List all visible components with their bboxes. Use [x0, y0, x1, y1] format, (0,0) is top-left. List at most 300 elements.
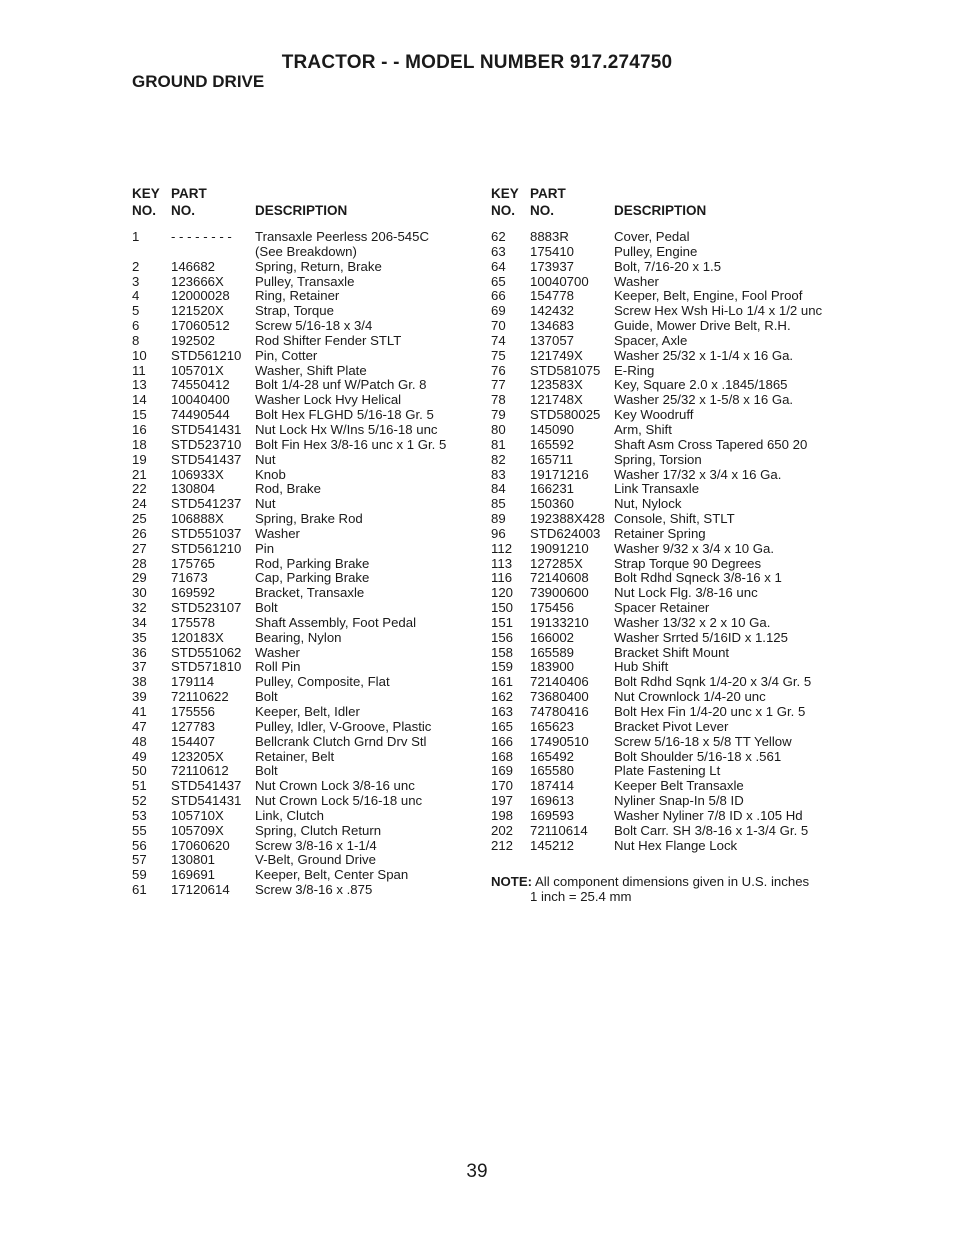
part-description-text: Nut Hex Flange Lock	[614, 837, 738, 853]
parts-row	[132, 334, 472, 349]
key-number: 159	[491, 659, 514, 675]
parts-row	[491, 824, 841, 839]
parts-row	[132, 690, 472, 705]
part-description	[255, 764, 472, 779]
part-description-text: Nut Lock Hx W/Ins 5/16-18 unc	[255, 421, 438, 437]
parts-row	[132, 393, 472, 408]
parts-row	[132, 230, 472, 260]
key-number: 41	[132, 704, 147, 719]
part-description	[614, 304, 841, 319]
parts-rows	[132, 230, 472, 898]
part-description	[614, 275, 841, 290]
part-description	[255, 319, 472, 334]
part-number: 72110612	[171, 763, 229, 779]
page-title: TRACTOR - - MODEL NUMBER 917.274750	[281, 52, 673, 73]
part-description-text: Washer 13/32 x 2 x 10 Ga.	[614, 614, 771, 630]
key-number: 3	[132, 273, 140, 289]
part-description	[255, 839, 472, 854]
part-number: STD541437	[171, 778, 242, 794]
key-number: 116	[491, 570, 513, 586]
part-description-text: Spring, Return, Brake	[255, 258, 382, 274]
part-description	[614, 557, 841, 572]
part-description-text: Keeper Belt Transaxle	[614, 778, 744, 794]
key-number: 170	[491, 778, 514, 794]
part-description	[614, 512, 841, 527]
part-description	[255, 542, 472, 557]
part-description-text: Hub Shift	[614, 659, 669, 675]
part-description	[614, 750, 841, 765]
key-number: 52	[132, 793, 147, 809]
part-description	[614, 616, 841, 631]
key-number: 66	[491, 288, 506, 304]
key-number: 28	[132, 555, 147, 571]
part-number: 166002	[530, 629, 575, 645]
part-description	[614, 289, 841, 304]
part-number: STD551062	[171, 644, 242, 660]
key-number: 61	[132, 882, 147, 898]
key-number: 166	[491, 733, 514, 749]
description-header: DESCRIPTION	[255, 202, 348, 218]
part-description-text: Strap, Torque	[255, 303, 334, 319]
part-number: 169691	[171, 867, 216, 883]
part-number: 74780416	[530, 704, 589, 719]
part-description	[614, 423, 841, 438]
part-description-text: Pulley, Engine	[614, 243, 698, 259]
part-description	[614, 646, 841, 661]
key-number: 63	[491, 243, 506, 259]
part-description	[255, 735, 472, 750]
key-number: 197	[491, 793, 514, 809]
key-number: 163	[491, 704, 514, 719]
part-description-text: Nut Lock Flg. 3/8-16 unc	[614, 585, 758, 601]
part-header: PART	[530, 186, 566, 201]
part-number: 73680400	[530, 689, 589, 705]
part-number: 105710X	[171, 807, 224, 823]
key-number: 39	[132, 689, 147, 705]
part-description-text: Cover, Pedal	[614, 229, 690, 244]
parts-row	[491, 720, 841, 735]
key-number: 165	[491, 718, 514, 734]
part-description	[255, 868, 472, 883]
parts-row	[491, 839, 841, 854]
part-number: 175556	[171, 704, 216, 719]
part-number: 123666X	[171, 273, 224, 289]
key-number: 50	[132, 763, 147, 779]
part-number: 19171216	[530, 466, 589, 482]
part-description	[614, 705, 841, 720]
parts-row	[132, 883, 472, 898]
parts-row	[491, 438, 841, 453]
part-number: 72110614	[530, 822, 588, 838]
key-number: 84	[491, 481, 506, 497]
parts-row	[132, 364, 472, 379]
part-number: STD523107	[171, 600, 242, 616]
parts-row	[491, 764, 841, 779]
part-description	[614, 824, 841, 839]
part-description-text: Washer	[614, 273, 659, 289]
column-header-row	[491, 186, 841, 203]
part-description-text: Arm, Shift	[614, 421, 672, 437]
parts-row	[491, 408, 841, 423]
part-description	[614, 408, 841, 423]
part-description	[614, 735, 841, 750]
part-description	[255, 883, 472, 898]
part-number: 12000028	[171, 288, 230, 304]
part-number: 145212	[530, 837, 575, 853]
part-description	[614, 809, 841, 824]
part-description-text: Cap, Parking Brake	[255, 570, 370, 586]
part-description-text: Bolt, 7/16-20 x 1.5	[614, 258, 722, 274]
parts-row	[491, 705, 841, 720]
part-description	[255, 616, 472, 631]
key-number: 29	[132, 570, 147, 586]
key-header: KEY	[132, 186, 160, 201]
parts-row	[491, 631, 841, 646]
part-description-text: Strap Torque 90 Degrees	[614, 555, 762, 571]
part-number: 17060620	[171, 837, 230, 853]
key-number: 64	[491, 258, 506, 274]
parts-row	[491, 319, 841, 334]
part-description-text: Bracket Shift Mount	[614, 644, 730, 660]
key-number: 59	[132, 867, 147, 883]
part-description-text: Shaft Asm Cross Tapered 650 20	[614, 436, 808, 452]
part-description-text: Screw 3/8-16 x .875	[255, 882, 373, 898]
part-description-text: Pulley, Transaxle	[255, 273, 355, 289]
parts-row	[491, 779, 841, 794]
part-description	[614, 245, 841, 260]
column-header-row	[132, 203, 472, 220]
part-number: 169613	[530, 793, 575, 809]
key-number: 198	[491, 807, 514, 823]
part-number: 165623	[530, 718, 575, 734]
part-number: 130804	[171, 481, 216, 497]
part-description-text: Bolt Shoulder 5/16-18 x .561	[614, 748, 782, 764]
part-description	[614, 497, 841, 512]
part-description	[255, 794, 472, 809]
key-no-header: NO.	[132, 202, 157, 218]
parts-row	[132, 468, 472, 483]
part-description	[255, 364, 472, 379]
part-description-text: Key Woodruff	[614, 407, 694, 423]
parts-row	[491, 601, 841, 616]
part-description	[255, 853, 472, 868]
part-description-text: Bolt	[255, 689, 278, 705]
part-description-text: Bolt Rdhd Sqneck 3/8-16 x 1	[614, 570, 782, 586]
part-description-text: Bolt Hex Fin 1/4-20 unc x 1 Gr. 5	[614, 704, 806, 719]
parts-row	[491, 304, 841, 319]
key-number: 47	[132, 718, 147, 734]
part-number: 142432	[530, 303, 575, 319]
part-description-text: Bolt Hex FLGHD 5/16-18 Gr. 5	[255, 407, 434, 423]
part-description-text: Bracket Pivot Lever	[614, 718, 729, 734]
parts-row	[132, 779, 472, 794]
parts-row	[132, 349, 472, 364]
parts-row	[132, 764, 472, 779]
parts-row	[491, 230, 841, 245]
parts-row	[491, 423, 841, 438]
part-description	[255, 646, 472, 661]
part-description-text: Bolt Fin Hex 3/8-16 unc x 1 Gr. 5	[255, 436, 447, 452]
key-number: 1	[132, 229, 140, 244]
parts-row	[491, 453, 841, 468]
part-description	[614, 586, 841, 601]
key-number: 4	[132, 288, 140, 304]
parts-row	[491, 289, 841, 304]
key-number: 113	[491, 555, 513, 571]
part-number: 165580	[530, 763, 575, 779]
part-number: 146682	[171, 258, 216, 274]
part-description	[255, 571, 472, 586]
parts-row	[132, 794, 472, 809]
part-description-text: Washer Lock Hvy Helical	[255, 392, 402, 408]
part-number: 123205X	[171, 748, 224, 764]
part-description-text: Nut, Nylock	[614, 496, 682, 512]
part-description-text: Bracket, Transaxle	[255, 585, 365, 601]
part-description	[614, 349, 841, 364]
part-number: 192502	[171, 332, 216, 348]
part-description	[614, 675, 841, 690]
parts-row	[132, 453, 472, 468]
part-description-text: Washer, Shift Plate	[255, 362, 367, 378]
key-number: 162	[491, 689, 514, 705]
parts-row	[132, 482, 472, 497]
parts-row	[491, 542, 841, 557]
part-description	[614, 482, 841, 497]
part-number: 179114	[171, 674, 215, 690]
parts-row	[132, 646, 472, 661]
part-description	[255, 482, 472, 497]
part-description	[255, 453, 472, 468]
part-description	[614, 527, 841, 542]
part-description-text: Spring, Clutch Return	[255, 822, 382, 838]
part-number: 165492	[530, 748, 575, 764]
section-title: GROUND DRIVE	[132, 72, 265, 91]
part-description-text: Retainer Spring	[614, 525, 706, 541]
part-description	[614, 542, 841, 557]
parts-row	[491, 646, 841, 661]
part-number: 17060512	[171, 318, 230, 334]
part-description-text: Bolt	[255, 763, 278, 779]
parts-row	[132, 735, 472, 750]
part-number: 71673	[171, 570, 208, 586]
key-number: 75	[491, 347, 506, 363]
part-description-text: Washer	[255, 525, 300, 541]
key-number: 25	[132, 511, 147, 527]
part-description	[614, 260, 841, 275]
part-description-text: Bearing, Nylon	[255, 629, 342, 645]
key-number: 21	[132, 466, 147, 482]
parts-row	[132, 260, 472, 275]
key-number: 168	[491, 748, 514, 764]
part-number: 10040700	[530, 273, 589, 289]
parts-row	[132, 809, 472, 824]
part-description	[255, 393, 472, 408]
key-no-header: NO.	[491, 202, 516, 218]
part-description-text: Washer 17/32 x 3/4 x 16 Ga.	[614, 466, 782, 482]
parts-row	[132, 497, 472, 512]
part-description	[255, 275, 472, 290]
key-number: 24	[132, 496, 147, 512]
part-description-text: Bolt Carr. SH 3/8-16 x 1-3/4 Gr. 5	[614, 822, 809, 838]
part-number: 175765	[171, 555, 216, 571]
part-description	[614, 631, 841, 646]
part-description	[255, 705, 472, 720]
parts-row	[491, 468, 841, 483]
part-description-text: Key, Square 2.0 x .1845/1865	[614, 377, 788, 393]
part-description	[614, 690, 841, 705]
parts-row	[491, 364, 841, 379]
parts-row	[491, 334, 841, 349]
parts-row	[132, 675, 472, 690]
parts-row	[132, 304, 472, 319]
part-description-text: Spring, Torsion	[614, 451, 702, 467]
part-description	[255, 497, 472, 512]
parts-row	[491, 750, 841, 765]
part-description	[614, 393, 841, 408]
key-number: 10	[132, 347, 147, 363]
part-number: STD541237	[171, 496, 242, 512]
part-number: 10040400	[171, 392, 230, 408]
part-description-text: Screw 5/16-18 x 5/8 TT Yellow	[614, 733, 792, 749]
key-number: 82	[491, 451, 506, 467]
part-number: 74490544	[171, 407, 230, 423]
part-description	[255, 586, 472, 601]
part-description	[614, 660, 841, 675]
part-description-text: Rod, Parking Brake	[255, 555, 370, 571]
part-description-text: Shaft Assembly, Foot Pedal	[255, 614, 417, 630]
parts-row	[132, 616, 472, 631]
part-description-text: Washer 25/32 x 1-5/8 x 16 Ga.	[614, 392, 794, 408]
part-description-text: Spring, Brake Rod	[255, 511, 363, 527]
part-number: 121748X	[530, 392, 583, 408]
part-number: 173937	[530, 258, 575, 274]
part-header: PART	[171, 186, 207, 201]
parts-row	[491, 378, 841, 393]
part-description	[255, 468, 472, 483]
part-description	[614, 779, 841, 794]
part-description	[614, 319, 841, 334]
part-description-text: Washer Nyliner 7/8 ID x .105 Hd	[614, 807, 803, 823]
part-description	[255, 349, 472, 364]
part-description	[255, 824, 472, 839]
key-number: 18	[132, 436, 147, 452]
key-number: 22	[132, 481, 147, 497]
part-description	[255, 378, 472, 393]
part-description-text: Nut Crown Lock 3/8-16 unc	[255, 778, 415, 794]
key-number: 212	[491, 837, 514, 853]
key-number: 51	[132, 778, 147, 794]
part-description	[614, 720, 841, 735]
key-number: 96	[491, 525, 506, 541]
parts-row	[491, 497, 841, 512]
part-description-text: E-Ring	[614, 362, 655, 378]
part-description-text: Keeper, Belt, Center Span	[255, 867, 409, 883]
part-number: 137057	[530, 332, 575, 348]
part-number: 134683	[530, 318, 575, 334]
part-description	[255, 675, 472, 690]
part-number: 121520X	[171, 303, 224, 319]
part-description-text: Pin, Cotter	[255, 347, 318, 363]
parts-row	[491, 675, 841, 690]
part-description-text: Pulley, Idler, V-Groove, Plastic	[255, 718, 432, 734]
part-description-text: Washer Srrted 5/16ID x 1.125	[614, 629, 788, 645]
part-description-text: Link Transaxle	[614, 481, 700, 497]
part-description	[614, 378, 841, 393]
part-description-text: Knob	[255, 466, 286, 482]
part-number: STD571810	[171, 659, 242, 675]
parts-row	[132, 557, 472, 572]
part-description	[255, 334, 472, 349]
part-number: STD624003	[530, 525, 601, 541]
key-number: 19	[132, 451, 147, 467]
key-number: 65	[491, 273, 506, 289]
part-description-text: Washer 9/32 x 3/4 x 10 Ga.	[614, 540, 775, 556]
part-number: STD541431	[171, 793, 242, 809]
key-number: 80	[491, 421, 506, 437]
part-description-text: Washer	[255, 644, 300, 660]
part-number: 192388X428	[530, 511, 605, 527]
part-description-text: Nut Crown Lock 5/16-18 unc	[255, 793, 423, 809]
parts-row	[491, 245, 841, 260]
parts-row	[132, 705, 472, 720]
part-description-text: Nut Crownlock 1/4-20 unc	[614, 689, 766, 705]
parts-row	[491, 527, 841, 542]
parts-row	[491, 735, 841, 750]
parts-row	[132, 750, 472, 765]
parts-row	[491, 660, 841, 675]
parts-row	[132, 408, 472, 423]
part-number: 106933X	[171, 466, 224, 482]
part-description-text: Nut	[255, 451, 276, 467]
part-number: 183900	[530, 659, 575, 675]
part-number: 127285X	[530, 555, 583, 571]
part-description-text: Rod, Brake	[255, 481, 321, 497]
part-description	[614, 571, 841, 586]
parts-rows	[491, 230, 841, 853]
part-number: 72110622	[171, 689, 229, 705]
key-number: 156	[491, 629, 514, 645]
key-number: 83	[491, 466, 506, 482]
key-number: 11	[132, 362, 146, 378]
part-description	[614, 764, 841, 779]
key-number: 35	[132, 629, 147, 645]
part-number: 187414	[530, 778, 575, 794]
part-description-text: V-Belt, Ground Drive	[255, 852, 376, 868]
part-description	[614, 364, 841, 379]
parts-row	[491, 557, 841, 572]
key-number: 16	[132, 421, 147, 437]
part-description-text: Plate Fastening Lt	[614, 763, 721, 779]
column-header-row	[132, 186, 472, 203]
key-number: 32	[132, 600, 147, 616]
part-description-text: Screw Hex Wsh Hi-Lo 1/4 x 1/2 unc	[614, 303, 823, 319]
parts-row	[132, 542, 472, 557]
parts-row	[132, 512, 472, 527]
parts-row	[132, 824, 472, 839]
part-number: - - - - - - - -	[171, 229, 232, 244]
key-number: 56	[132, 837, 147, 853]
key-number: 57	[132, 852, 147, 868]
parts-row	[132, 868, 472, 883]
part-description-text: Nut	[255, 496, 276, 512]
part-number: 73900600	[530, 585, 589, 601]
part-description	[255, 230, 472, 260]
part-description-text: Console, Shift, STLT	[614, 511, 735, 527]
parts-row	[491, 260, 841, 275]
part-number: 154407	[171, 733, 216, 749]
part-description	[614, 230, 841, 245]
part-description-text: Retainer, Belt	[255, 748, 335, 764]
